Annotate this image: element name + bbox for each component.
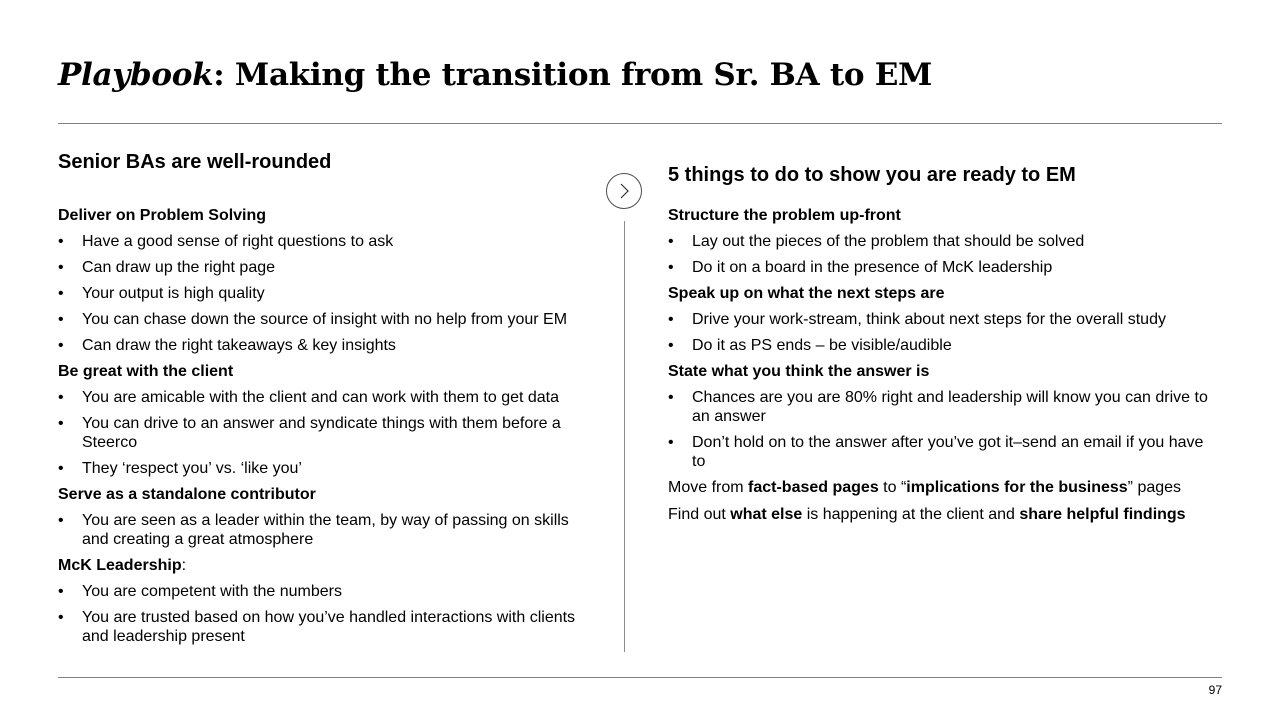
- section-title-text: Be great with the client: [58, 363, 234, 380]
- bullet-item: • You are competent with the numbers: [58, 582, 578, 601]
- section-title-text: Speak up on what the next steps are: [668, 285, 945, 302]
- section-title: [58, 362, 578, 381]
- bullet-item: • Have a good sense of right questions to ask: [58, 232, 578, 251]
- bottom-divider: [58, 677, 1222, 678]
- section-title: [58, 485, 578, 504]
- left-sections: [58, 206, 578, 646]
- statement-text: to “: [878, 479, 907, 496]
- section-title: [58, 556, 578, 575]
- section-title: [58, 206, 578, 225]
- statement-emphasis: share helpful findings: [1019, 506, 1186, 523]
- right-statements: [668, 478, 1208, 524]
- bullet-item: • You are seen as a leader within the team, by way of passing on skills and creating a great atmosphere: [58, 511, 578, 549]
- bullet-list: [58, 582, 578, 646]
- section-title-text: Structure the problem up-front: [668, 207, 901, 224]
- bullet-item: • You can chase down the source of insight with no help from your EM: [58, 310, 578, 329]
- section-title: [668, 362, 1208, 381]
- bullet-item: • Your output is high quality: [58, 284, 578, 303]
- page-title: [58, 52, 932, 98]
- bullet-item: • Can draw up the right page: [58, 258, 578, 277]
- section-title-text: Serve as a standalone contributor: [58, 486, 316, 503]
- statement-emphasis: fact-based pages: [748, 479, 879, 496]
- title-rest: : Making the transition from Sr. BA to EM: [213, 57, 933, 93]
- bullet-item: • Do it as PS ends – be visible/audible: [668, 336, 1208, 355]
- right-sections: [668, 206, 1208, 471]
- bullet-item: • They ‘respect you’ vs. ‘like you’: [58, 459, 578, 478]
- bullet-list: [668, 388, 1208, 471]
- title-italic: Playbook: [58, 57, 214, 93]
- bullet-list: [668, 310, 1208, 355]
- statement-emphasis: what else: [730, 506, 803, 523]
- bullet-item: • Can draw the right takeaways & key insights: [58, 336, 578, 355]
- bullet-item: • You are amicable with the client and can work with them to get data: [58, 388, 578, 407]
- left-column: [58, 148, 578, 653]
- bullet-item: • You are trusted based on how you’ve handled interactions with clients and leadership present: [58, 608, 578, 646]
- statement-text: Find out: [668, 506, 731, 523]
- section-title-text: Deliver on Problem Solving: [58, 207, 267, 224]
- section-title: [668, 206, 1208, 225]
- statement-emphasis: implications for the business: [906, 479, 1128, 496]
- bullet-item: • You can drive to an answer and syndicate things with them before a Steerco: [58, 414, 578, 452]
- bullet-item: • Drive your work-stream, think about next steps for the overall study: [668, 310, 1208, 329]
- left-heading: Senior BAs are well-rounded: [58, 151, 332, 173]
- top-divider: [58, 123, 1222, 124]
- section-title-suffix: :: [181, 557, 187, 574]
- chevron-right-icon: [606, 173, 642, 209]
- bullet-list: [58, 511, 578, 549]
- statement-find-out: [668, 505, 1208, 524]
- section-title-text: State what you think the answer is: [668, 363, 930, 380]
- right-heading: 5 things to do to show you are ready to EM: [668, 164, 1076, 186]
- bullet-item: • Don’t hold on to the answer after you’ve got it–send an email if you have to: [668, 433, 1208, 471]
- bullet-item: • Chances are you are 80% right and leadership will know you can drive to an answer: [668, 388, 1208, 426]
- statement-text: ” pages: [1127, 479, 1182, 496]
- bullet-item: • Do it on a board in the presence of McK leadership: [668, 258, 1208, 277]
- section-title-text: McK Leadership: [58, 557, 182, 574]
- statement-fact-based: [668, 478, 1208, 497]
- bullet-list: [58, 232, 578, 355]
- bullet-list: [58, 388, 578, 478]
- section-title: [668, 284, 1208, 303]
- column-divider: [624, 221, 625, 652]
- statement-text: Move from: [668, 479, 749, 496]
- right-column: [668, 161, 1208, 532]
- bullet-list: [668, 232, 1208, 277]
- page-number: 97: [1208, 683, 1222, 697]
- statement-text: is happening at the client and: [802, 506, 1020, 523]
- bullet-item: • Lay out the pieces of the problem that should be solved: [668, 232, 1208, 251]
